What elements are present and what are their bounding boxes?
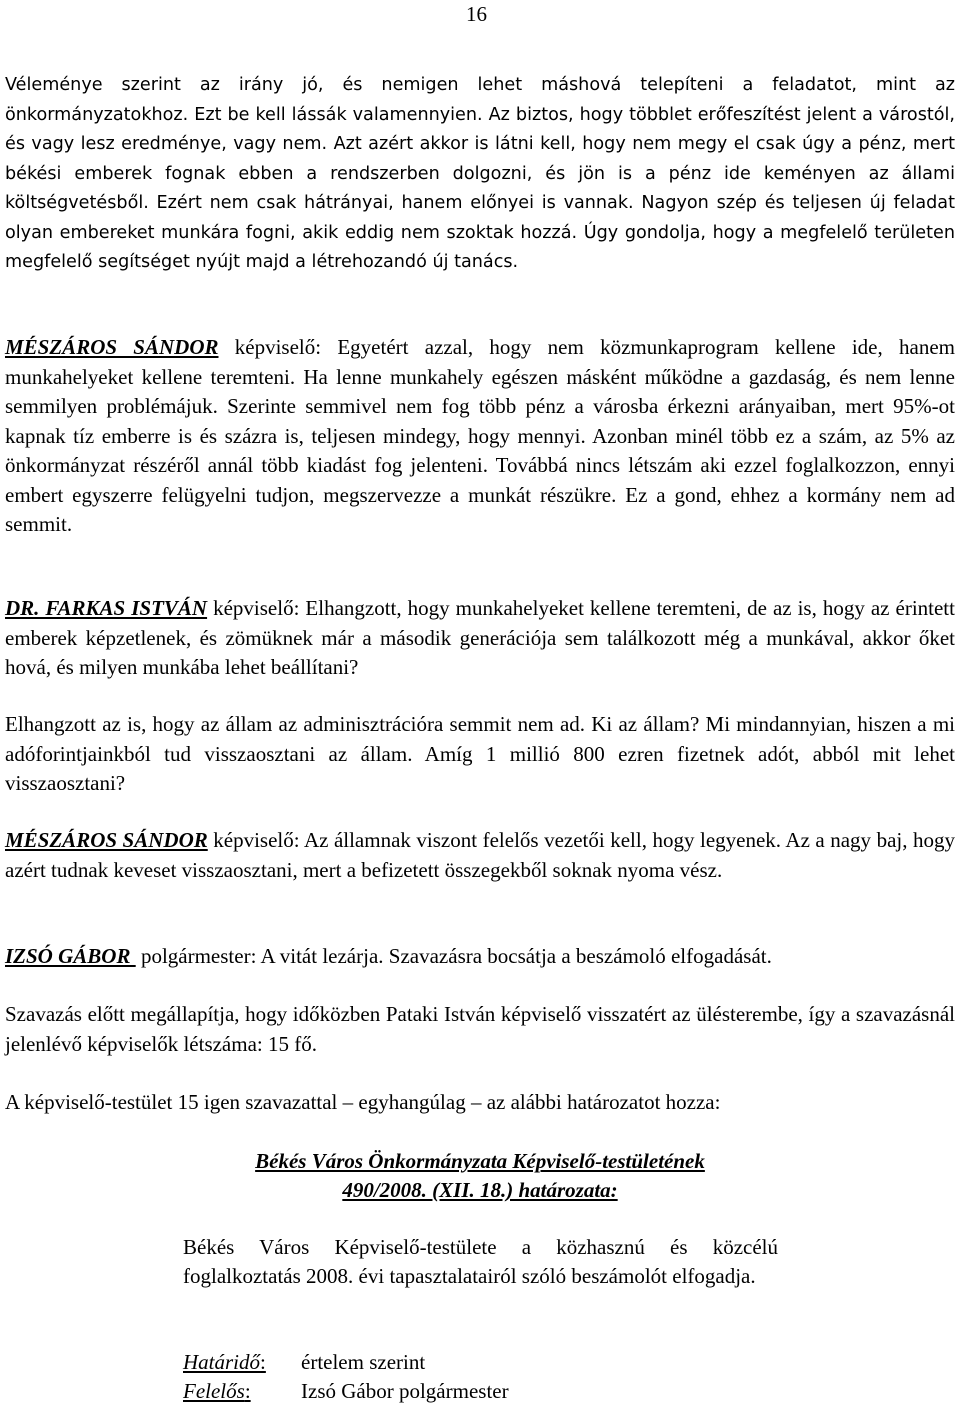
speech-text: polgármester: A vitát lezárja. Szavazásra bocsátja a beszámoló elfogadását. bbox=[135, 944, 772, 968]
resolution-title-line-1: Békés Város Önkormányzata Képviselő-testületének bbox=[255, 1149, 705, 1173]
speaker-name: IZSÓ GÁBOR bbox=[5, 944, 136, 968]
paragraph-opinion: Véleménye szerint az irány jó, és nemigen lehet máshová telepíteni a feladatot, mint az önkormányzatokhoz. Ezt be kell lássák valamennyien. Az biztos, hogy többlet erőfeszítést jelent a várostól, és vagy lesz eredménye, vagy nem. Azt azért akkor is látni kell, hogy nem megy el csak úgy a pénz, mert békési emberek fognak ebben a rendszerben dolgozni, és jön is a pénz ide keményen az állami költségvetésből. Ezért nem csak hátrányai, hanem előnyei is vannak. Nagyon szép és teljesen új feladat olyan embereket munkára fogni, akik eddig nem szoktak hozzá. Úgy gondolja, hogy a megfelelő területen megfelelő segítséget nyújt majd a létrehozandó új tanács. bbox=[5, 75, 955, 272]
speech-meszaros-1 bbox=[5, 333, 955, 540]
paragraph-vote-result: A képviselő-testület 15 igen szavazattal – egyhangúlag – az alábbi határozatot hozza: bbox=[5, 1090, 721, 1114]
speech-text: képviselő: Egyetért azzal, hogy nem közmunkaprogram kellene ide, hanem munkahelyeket kellene teremteni. Ha lenne munkahely egészen másként működne a gazdaság, és nem lenne semmilyen problémájuk. Szerinte semmivel nem fog több pénz a városba érkezni arányaiban, mert 95%-ot kapnak tíz emberre is és százra is, teljesen mindegy, hogy mennyi. Azonban minél több ez a szám, az 5% az önkormányzat részéről annál több kiadást fog jelenteni. Továbbá nincs létszám aki ezzel foglalkozzon, ennyi embert egyszerre felügyelni tudjon, megszervezze a munkát részükre. Ez a gond, ehhez a kormány nem ad semmit. bbox=[5, 335, 955, 536]
responsible-label: Felelős bbox=[183, 1379, 245, 1403]
responsible-sep: : bbox=[244, 1379, 251, 1403]
deadline-value: értelem szerint bbox=[301, 1350, 426, 1374]
speaker-name: MÉSZÁROS SÁNDOR bbox=[5, 335, 219, 359]
responsible-value: Izsó Gábor polgármester bbox=[301, 1379, 509, 1403]
speaker-name: MÉSZÁROS SÁNDOR bbox=[5, 828, 208, 852]
deadline-sep: : bbox=[260, 1350, 266, 1374]
deadline-label-group bbox=[183, 1348, 301, 1377]
speech-text: képviselő: Az államnak viszont felelős vezetői kell, hogy legyenek. Az a nagy baj, hogy azért tudnak keveset visszaosztani, mert a befizetett összegekből soknak nyoma vész. bbox=[5, 828, 955, 882]
resolution-deadline bbox=[183, 1348, 425, 1377]
resolution-responsible bbox=[183, 1377, 509, 1406]
speaker-name: DR. FARKAS ISTVÁN bbox=[5, 596, 208, 620]
speech-farkas bbox=[5, 594, 955, 683]
resolution-title-line-2: 490/2008. (XII. 18.) határozata: bbox=[342, 1178, 618, 1202]
resolution-body: Békés Város Képviselő-testülete a közhasznú és közcélú foglalkoztatás 2008. évi tapasztalatairól szóló beszámolót elfogadja. bbox=[183, 1235, 778, 1288]
paragraph-state: Elhangzott az is, hogy az állam az adminisztrációra semmit nem ad. Ki az állam? Mi mindannyian, hiszen a mi adóforintjainkból tud visszaosztani az állam. Amíg 1 millió 800 ezren fizetnek adót, abból mit lehet visszaosztani? bbox=[5, 712, 955, 795]
speech-meszaros-2 bbox=[5, 826, 955, 885]
speech-izso bbox=[5, 942, 955, 972]
deadline-label: Határidő bbox=[183, 1350, 261, 1374]
paragraph-vote-setup: Szavazás előtt megállapítja, hogy időközben Pataki István képviselő visszatért az ülésterembe, így a szavazásnál jelenlévő képviselők létszáma: 15 fő. bbox=[5, 1002, 955, 1056]
responsible-label-group bbox=[183, 1377, 301, 1406]
speech-text: képviselő: Elhangzott, hogy munkahelyeket kellene teremteni, de az is, hogy az érintett emberek képzetlenek, és zömüknek már a második generációja sem találkozott még a munkával, akkor őket hová, és milyen munkába lehet beállítani? bbox=[5, 596, 955, 679]
page-number: 16 bbox=[466, 2, 487, 26]
